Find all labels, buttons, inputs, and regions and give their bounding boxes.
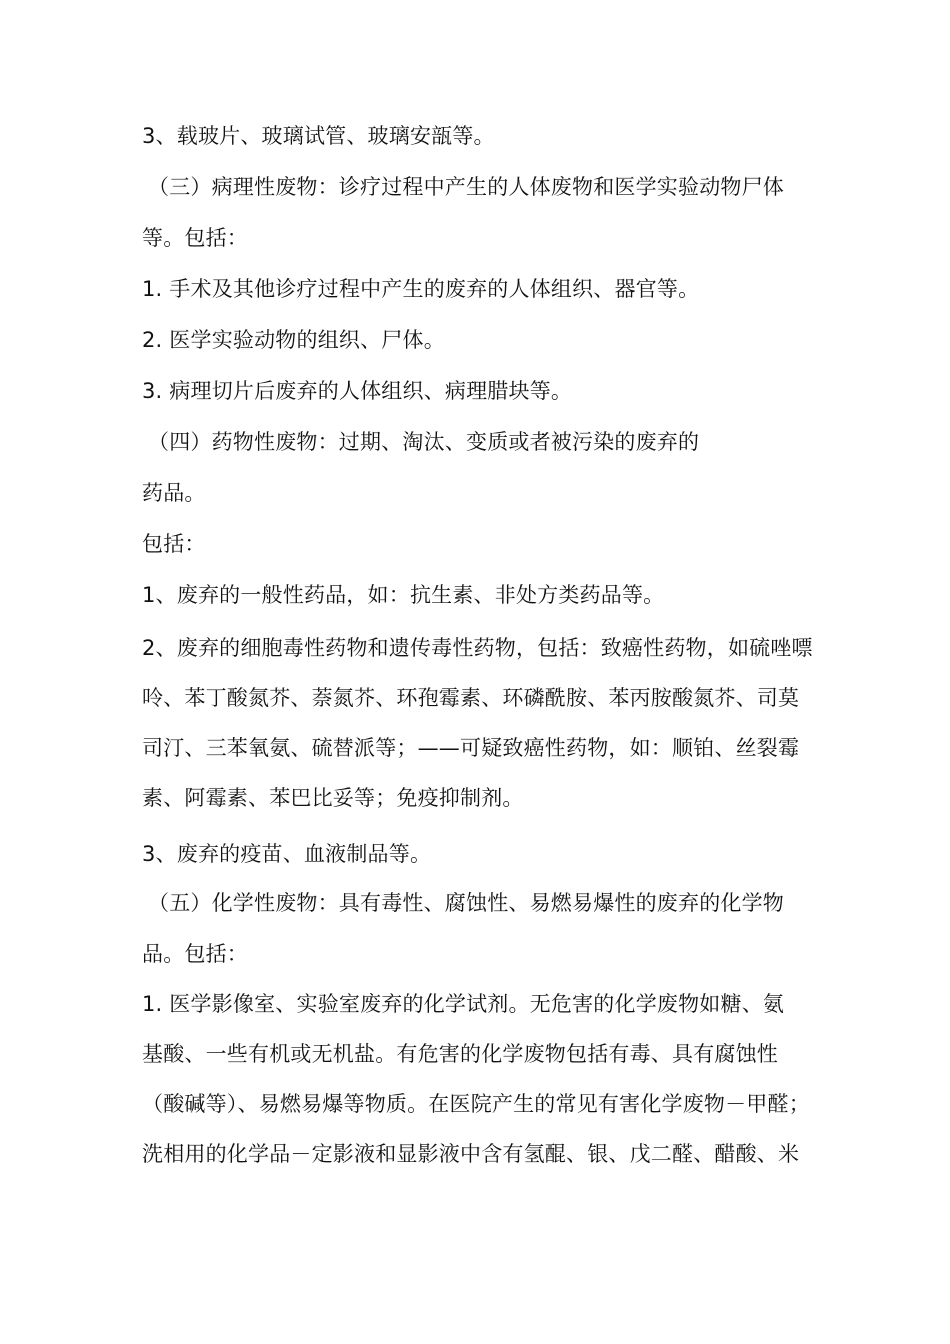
text-line: 3、载玻片、玻璃试管、玻璃安瓿等。 — [142, 124, 495, 148]
text-line: 洗相用的化学品－定影液和显影液中含有氢醌、银、戊二醛、醋酸、米 — [142, 1142, 800, 1166]
list-item: 3、废弃的疫苗、血液制品等。 — [142, 842, 432, 866]
text-line: 司汀、三苯氧氨、硫替派等；——可疑致癌性药物，如：顺铂、丝裂霉 — [142, 736, 800, 760]
section-heading-pharmaceutical-waste: （四）药物性废物：过期、淘汰、变质或者被污染的废弃的 — [148, 430, 700, 454]
list-item: 1. 手术及其他诊疗过程中产生的废弃的人体组织、器官等。 — [142, 277, 700, 301]
text-line: 品。包括： — [142, 942, 248, 966]
text-line: 等。包括： — [142, 226, 248, 250]
text-line: （酸碱等）、易燃易爆等物质。在医院产生的常见有害化学废物－甲醛； — [142, 1092, 810, 1116]
text-line: 呤、苯丁酸氮芥、萘氮芥、环孢霉素、环磷酰胺、苯丙胺酸氮芥、司莫 — [142, 686, 800, 710]
list-item: 1、废弃的一般性药品，如：抗生素、非处方类药品等。 — [142, 583, 665, 607]
list-item: 2、废弃的细胞毒性药物和遗传毒性药物，包括：致癌性药物，如硫唑嘌 — [142, 636, 813, 660]
text-line: 基酸、一些有机或无机盐。有危害的化学废物包括有毒、具有腐蚀性 — [142, 1042, 778, 1066]
section-heading-pathological-waste: （三）病理性废物：诊疗过程中产生的人体废物和医学实验动物尸体 — [148, 175, 784, 199]
list-item: 3. 病理切片后废弃的人体组织、病理腊块等。 — [142, 379, 573, 403]
list-item: 1. 医学影像室、实验室废弃的化学试剂。无危害的化学废物如糖、氨 — [142, 992, 785, 1016]
text-line: 素、阿霉素、苯巴比妥等；免疫抑制剂。 — [142, 786, 524, 810]
text-line: 药品。 — [142, 481, 206, 505]
list-item: 2. 医学实验动物的组织、尸体。 — [142, 328, 445, 352]
text-line: 包括： — [142, 532, 206, 556]
section-heading-chemical-waste: （五）化学性废物：具有毒性、腐蚀性、易燃易爆性的废弃的化学物 — [148, 891, 784, 915]
